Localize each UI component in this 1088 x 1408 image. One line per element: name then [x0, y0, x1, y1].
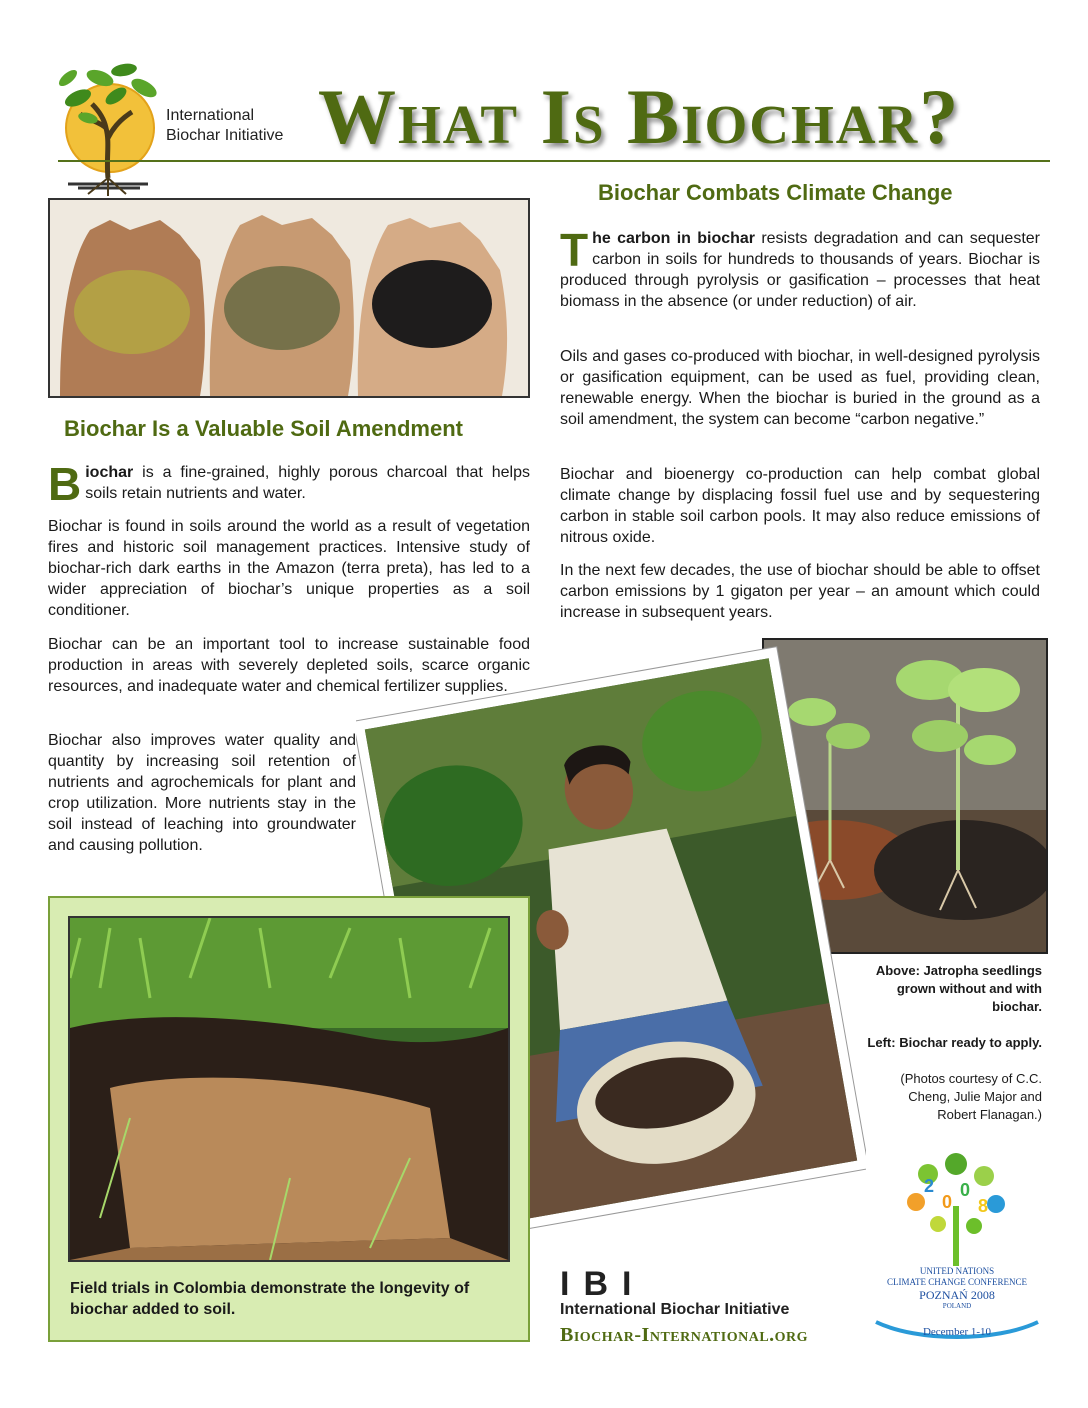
para-text: resists degradation and can sequester carbon in soils for hundreds to thousands of years. Biochar is produced through pyrolysis or gasification – processes that heat biomass in the absence (or under reduction) of air. [560, 230, 1041, 310]
cop-year-digit: 0 [942, 1192, 953, 1212]
para-biochar-definition [48, 458, 530, 510]
para-found-in-soils: Biochar is found in soils around the world as a result of vegetation fires and historic soil management practices. Intensive study of biochar-rich dark earths in the Amazon (terra preta), has led to a wider appreciation of biochar’s unique properties as a soil conditioner. [48, 518, 530, 619]
cop-year-digit: 2 [924, 1176, 935, 1196]
caption-block [850, 962, 1042, 1124]
ibi-website-link[interactable]: Biochar-International.org [560, 1324, 809, 1346]
para-water-quality: Biochar also improves water quality and quantity by increasing soil retention of nutrients and agrochemicals for plant and crop utilization. More nutrients stay in the soil instead of leaching into groundwater and causing pollution. [48, 732, 356, 854]
photo-field-trial-soil [68, 916, 510, 1262]
para-food-production: Biochar can be an important tool to increase sustainable food production in areas with severely depleted soils, scarce organic resources, and inadequate water and chemical fertilizer supplies. [48, 636, 530, 695]
org-name [166, 106, 283, 146]
dropcap-t: T [560, 224, 589, 276]
caption-above-text: Above: Jatropha seedlings grown without and with biochar. [875, 963, 1042, 1014]
cop-line3: POZNAŃ 2008 [919, 1288, 995, 1302]
cop-year-digit: 0 [960, 1180, 971, 1200]
photo-biochar-hands [48, 198, 530, 398]
dropcap-b: B [48, 458, 82, 510]
cop-line1: UNITED NATIONS [919, 1266, 995, 1276]
para-next-decades: In the next few decades, the use of biochar should be able to offset carbon emissions by 1 gigaton per year – an amount which could increase in subsequent years. [560, 562, 1040, 621]
caption-left-text: Left: Biochar ready to apply. [867, 1035, 1042, 1050]
caption-left [850, 1034, 1042, 1052]
para-text: is a fine-grained, highly porous charcoal that helps soils retain nutrients and water. [85, 464, 530, 502]
lead-text: he carbon in biochar [592, 230, 756, 247]
cop14-conference-logo [868, 1146, 1046, 1346]
org-name-line1: International [166, 107, 255, 124]
cop-year-digit: 8 [978, 1196, 989, 1216]
ibi-mark: IBI [560, 1265, 646, 1303]
title-divider [58, 160, 1050, 162]
org-name-line2: Biochar Initiative [166, 127, 284, 144]
caption-above [850, 962, 1042, 1016]
cop-line4: POLAND [942, 1302, 972, 1310]
para-carbon-biochar [560, 224, 1041, 312]
cop-line2: CLIMATE CHANGE CONFERENCE [886, 1277, 1027, 1287]
lead-text: iochar [85, 464, 134, 481]
para-oils-gases: Oils and gases co-produced with biochar, in well-designed pyrolysis or gasification equipment, can be used as fuel, providing clean, renewable energy. When the biochar is buried in the ground as a soil amendment, the system can become “carbon negative.” [560, 348, 1040, 428]
page-title: What Is Biochar? [318, 73, 961, 160]
heading-soil-amendment: Biochar Is a Valuable Soil Amendment [64, 416, 463, 441]
cop-text [868, 1266, 1046, 1311]
caption-credits: (Photos courtesy of C.C. Cheng, Julie Major and Robert Flanagan.) [900, 1071, 1042, 1122]
cop-dates: December 1-10 [922, 1326, 992, 1338]
caption-field-trials: Field trials in Colombia demonstrate the longevity of biochar added to soil. [70, 1280, 470, 1318]
heading-climate-change: Biochar Combats Climate Change [598, 180, 953, 205]
ibi-org-name: International Biochar Initiative [560, 1301, 790, 1318]
para-bioenergy: Biochar and bioenergy co-production can help combat global climate change by displacing fossil fuel use and by sequestering carbon in stable soil carbon pools. It may also reduce emissions of nitrous oxide. [560, 466, 1040, 546]
